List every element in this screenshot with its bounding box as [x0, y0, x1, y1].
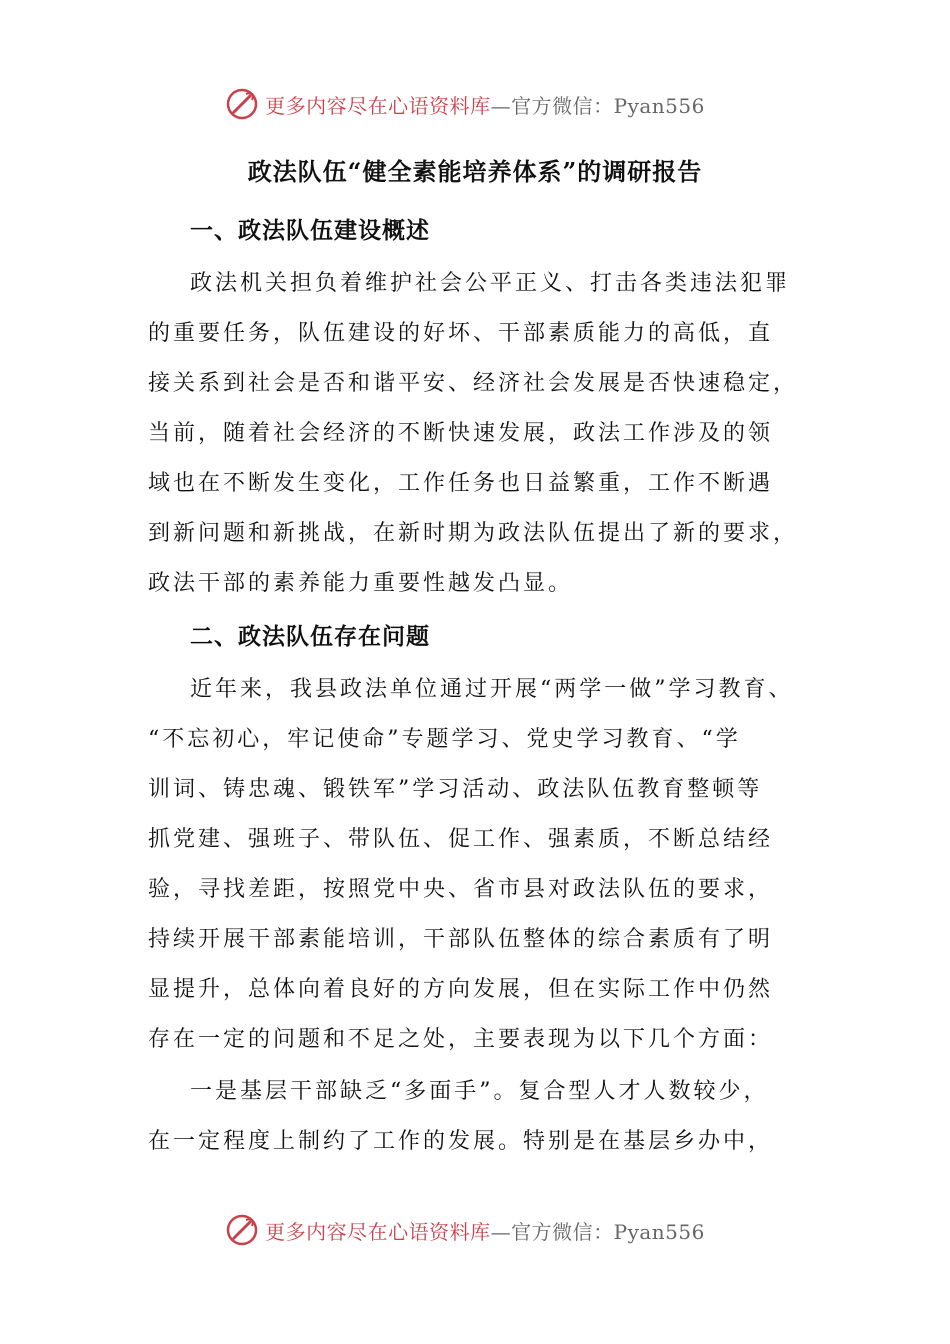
banner-separator: —	[490, 93, 512, 118]
banner-contact-label: 官方微信：Pyan556	[511, 1219, 705, 1244]
section1-line: 当前，随着社会经济的不断快速发展，政法工作涉及的领	[148, 421, 774, 446]
section2-line: 存在一定的问题和不足之处，主要表现为以下几个方面：	[148, 1027, 774, 1052]
banner-main-label: 更多内容尽在心语资料库	[265, 93, 491, 118]
footer-banner	[0, 1210, 950, 1250]
section1-heading: 一、政法队伍建设概述	[190, 217, 430, 244]
document-title: 政法队伍“健全素能培养体系”的调研报告	[247, 157, 703, 186]
section1-line: 接关系到社会是否和谐平安、经济社会发展是否快速稳定，	[148, 371, 799, 396]
section2-line: 近年来，我县政法单位通过开展“两学一做”学习教育、	[190, 677, 794, 702]
section2-heading: 二、政法队伍存在问题	[190, 623, 430, 650]
banner-main-label: 更多内容尽在心语资料库	[265, 1219, 491, 1244]
header-banner	[0, 84, 950, 124]
section1-line: 域也在不断发生变化，工作任务也日益繁重，工作不断遇	[148, 471, 774, 496]
section2-line: 在一定程度上制约了工作的发展。特别是在基层乡办中，	[148, 1129, 774, 1154]
section2-line: 持续开展干部素能培训，干部队伍整体的综合素质有了明	[148, 927, 774, 952]
section2-line: 抓党建、强班子、带队伍、促工作、强素质，不断总结经	[148, 827, 774, 852]
section2-line: 验，寻找差距，按照党中央、省市县对政法队伍的要求，	[148, 877, 774, 902]
section1-line: 的重要任务，队伍建设的好坏、干部素质能力的高低，直	[148, 321, 774, 346]
pen-circle-icon	[225, 1213, 259, 1247]
section2-line: 一是基层干部缺乏“多面手”。复合型人才人数较少，	[190, 1079, 769, 1104]
banner-text	[265, 1216, 705, 1245]
section2-line: 训词、铸忠魂、锻铁军”学习活动、政法队伍教育整顿等	[148, 777, 763, 802]
banner-separator: —	[490, 1219, 512, 1244]
section2-line: 显提升，总体向着良好的方向发展，但在实际工作中仍然	[148, 977, 774, 1002]
section1-line: 到新问题和新挑战，在新时期为政法队伍提出了新的要求，	[148, 521, 799, 546]
section2-line: “不忘初心，牢记使命”专题学习、党史学习教育、“学	[148, 727, 741, 752]
section1-line: 政法机关担负着维护社会公平正义、打击各类违法犯罪	[190, 271, 791, 296]
pen-circle-icon	[225, 87, 259, 121]
banner-text	[265, 90, 705, 119]
banner-contact-label: 官方微信：Pyan556	[511, 93, 705, 118]
section1-line: 政法干部的素养能力重要性越发凸显。	[148, 571, 574, 596]
